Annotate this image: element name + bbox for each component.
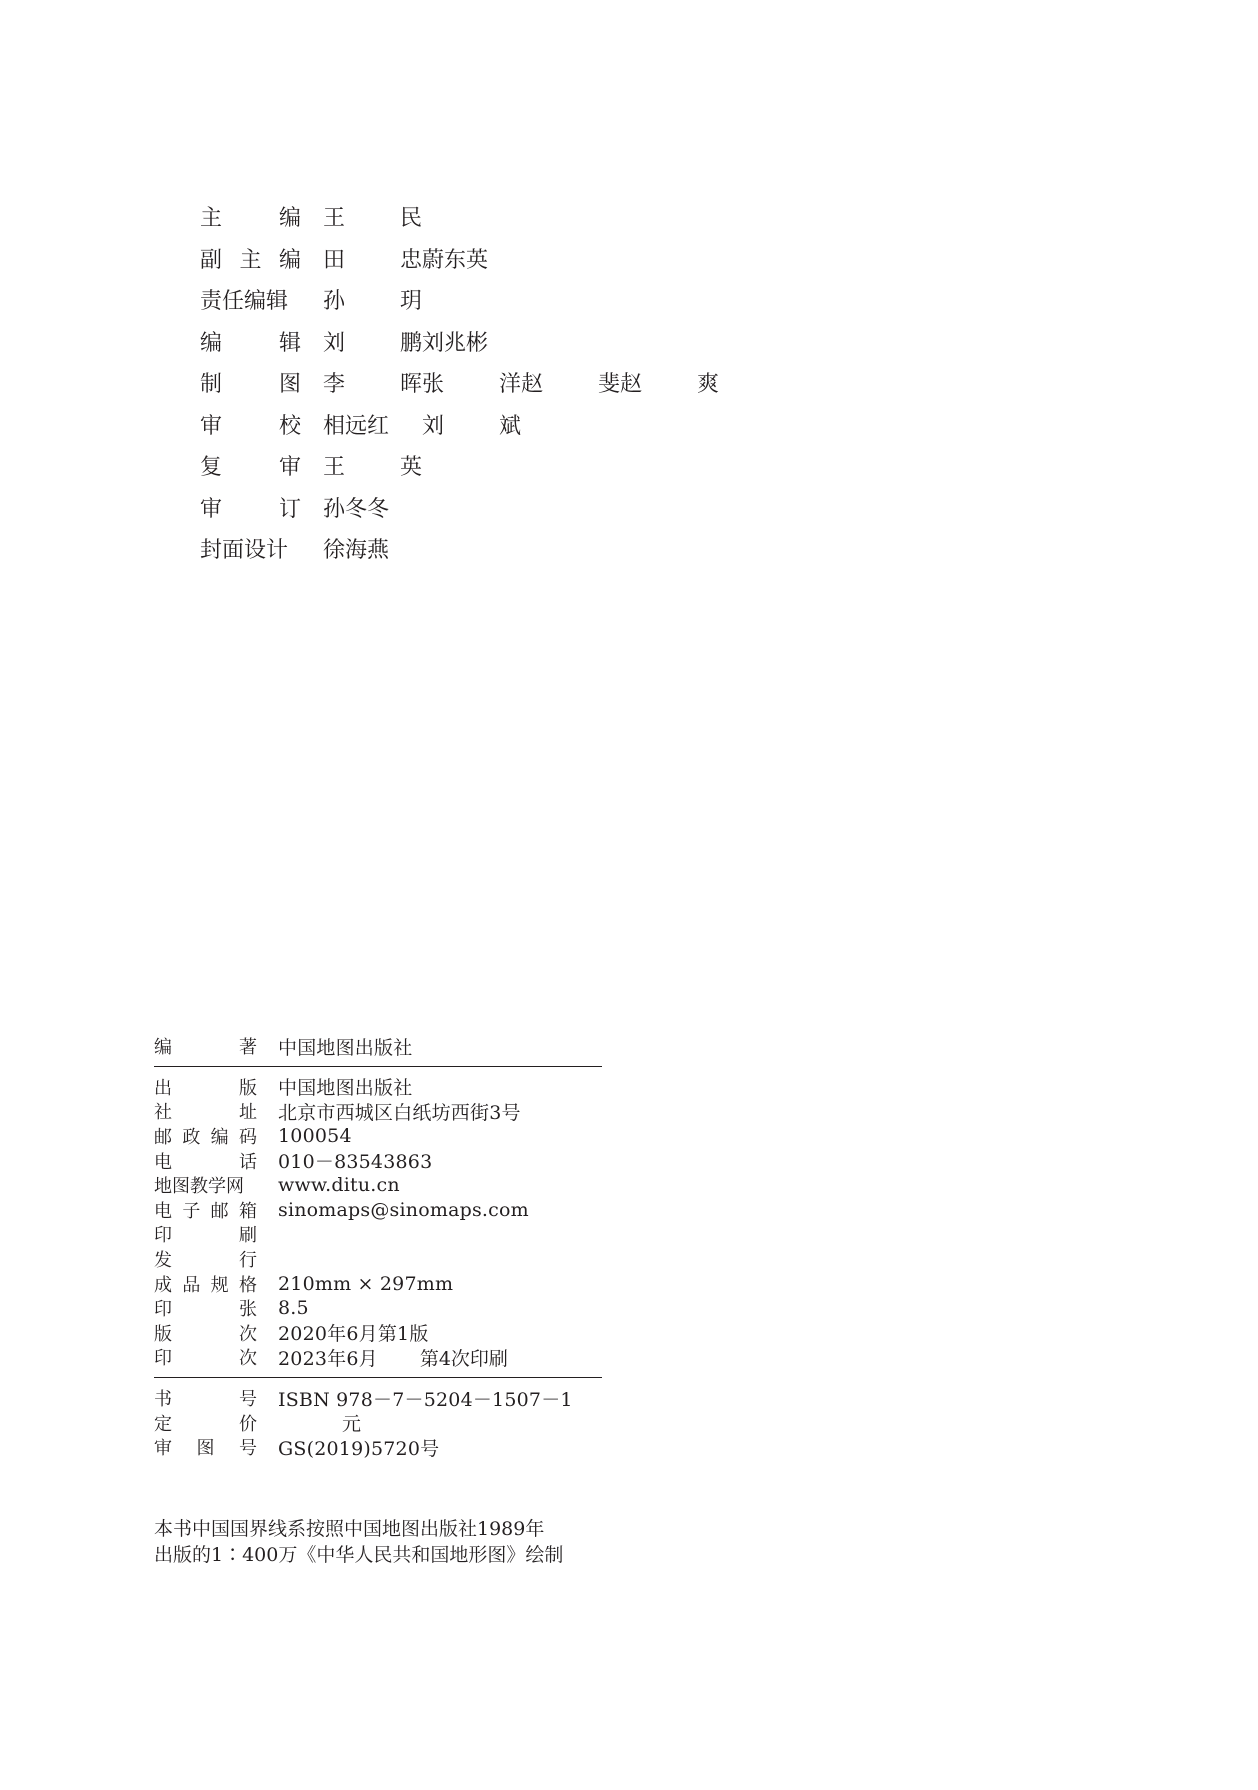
credit-names	[323, 409, 521, 440]
credit-role: 主 编	[200, 206, 301, 232]
pub-row-printer	[154, 1222, 602, 1247]
pub-value: 2020年6月第1版	[278, 1323, 429, 1346]
pub-label: 版 次	[154, 1323, 257, 1345]
boundary-note	[154, 1516, 563, 1568]
pub-value: 100054	[278, 1125, 352, 1148]
credit-name: 刘 斌	[422, 413, 521, 439]
credit-role: 审 订	[200, 496, 301, 522]
pub-value: 010－83543863	[278, 1151, 433, 1174]
credit-role: 复 审	[200, 455, 301, 481]
pub-row-publisher	[154, 1075, 602, 1100]
credit-role: 封面设计	[200, 538, 289, 564]
pub-row-impression	[154, 1345, 602, 1370]
pub-label: 电 话	[154, 1151, 257, 1173]
pub-value: 北京市西城区白纸坊西街3号	[278, 1101, 521, 1124]
divider-line	[154, 1066, 602, 1067]
pub-row-address	[154, 1099, 602, 1124]
pub-row-isbn	[154, 1386, 602, 1411]
pub-value: 中国地图出版社	[278, 1077, 413, 1100]
credit-name: 李 晖	[323, 372, 422, 398]
pub-row-postcode	[154, 1124, 602, 1149]
divider-line	[154, 1377, 602, 1378]
credit-name: 蔚东英	[422, 247, 489, 273]
credit-row-proofreading	[200, 404, 719, 446]
pub-label: 印 次	[154, 1348, 257, 1370]
credit-role: 编 辑	[200, 330, 301, 356]
credit-name: 张 洋	[422, 372, 521, 398]
pub-label: 电 子 邮 箱	[154, 1200, 257, 1222]
pub-label: 地图教学网	[154, 1176, 244, 1198]
credit-role: 制 图	[200, 372, 301, 398]
credit-names	[323, 201, 422, 232]
credit-name: 赵 爽	[620, 372, 719, 398]
credit-name: 相远红	[323, 413, 390, 439]
credit-name: 王 英	[323, 455, 422, 481]
pub-row-price	[154, 1410, 602, 1435]
pub-label: 印 刷	[154, 1225, 257, 1247]
publication-info	[154, 1034, 602, 1460]
pub-row-distribution	[154, 1247, 602, 1272]
credit-row-cartography	[200, 362, 719, 404]
credit-name: 刘 鹏	[323, 330, 422, 356]
pub-label: 发 行	[154, 1250, 257, 1272]
credit-names	[323, 326, 521, 357]
credit-row-editors	[200, 321, 719, 363]
credit-row-responsible-editor	[200, 279, 719, 321]
website-link: www.ditu.cn	[278, 1174, 400, 1197]
pub-row-edition	[154, 1321, 602, 1346]
email-address: sinomaps@sinomaps.com	[278, 1198, 529, 1221]
pub-value: 210mm × 297mm	[278, 1272, 454, 1295]
credit-names	[323, 450, 422, 481]
pub-row-email	[154, 1198, 602, 1223]
credit-names	[323, 367, 719, 398]
credit-row-second-review	[200, 445, 719, 487]
pub-row-sheets	[154, 1296, 602, 1321]
price-unit: 元	[342, 1413, 362, 1436]
credit-row-cover-design	[200, 528, 719, 570]
credit-role: 审 校	[200, 413, 301, 439]
credit-name: 田 忠	[323, 247, 422, 273]
pub-row-phone	[154, 1148, 602, 1173]
credit-names	[323, 492, 422, 523]
credit-role: 副 主 编	[200, 247, 301, 273]
pub-row-map-approval	[154, 1435, 602, 1460]
pub-label: 邮 政 编 码	[154, 1127, 257, 1149]
pub-value: 8.5	[278, 1297, 309, 1320]
isbn-value: ISBN 978－7－5204－1507－1	[278, 1388, 573, 1411]
credit-role: 责任编辑	[200, 289, 289, 315]
pub-label: 印 张	[154, 1299, 257, 1321]
pub-value: GS(2019)5720号	[278, 1437, 440, 1460]
pub-row-website	[154, 1173, 602, 1198]
credit-name: 孙 玥	[323, 289, 422, 315]
pub-label: 社 址	[154, 1102, 257, 1124]
credit-name: 徐海燕	[323, 538, 390, 564]
credit-name: 刘兆彬	[422, 330, 489, 356]
credit-row-deputy-chief-editor	[200, 238, 719, 280]
compiler-row	[154, 1034, 602, 1059]
credit-name: 王 民	[323, 206, 422, 232]
note-line-1: 本书中国国界线系按照中国地图出版社1989年	[154, 1518, 545, 1540]
credit-row-chief-editor	[200, 196, 719, 238]
pub-value: 2023年6月	[278, 1347, 378, 1370]
credit-names	[323, 284, 422, 315]
note-line-2: 出版的1∶400万《中华人民共和国地形图》绘制	[154, 1544, 564, 1566]
credit-names	[323, 533, 422, 564]
credit-name: 赵 斐	[521, 372, 620, 398]
credit-row-revision	[200, 487, 719, 529]
pub-label: 定 价	[154, 1413, 257, 1435]
pub-label: 书 号	[154, 1389, 257, 1411]
editorial-credits	[200, 196, 719, 570]
pub-label: 审 图 号	[154, 1438, 257, 1460]
pub-value: 中国地图出版社	[278, 1036, 413, 1059]
credit-name: 孙冬冬	[323, 496, 390, 522]
credit-names	[323, 243, 521, 274]
pub-label: 成 品 规 格	[154, 1274, 257, 1296]
pub-label: 编 著	[154, 1037, 257, 1059]
pub-label: 出 版	[154, 1077, 257, 1099]
print-count: 第4次印刷	[419, 1347, 508, 1370]
pub-row-format	[154, 1271, 602, 1296]
